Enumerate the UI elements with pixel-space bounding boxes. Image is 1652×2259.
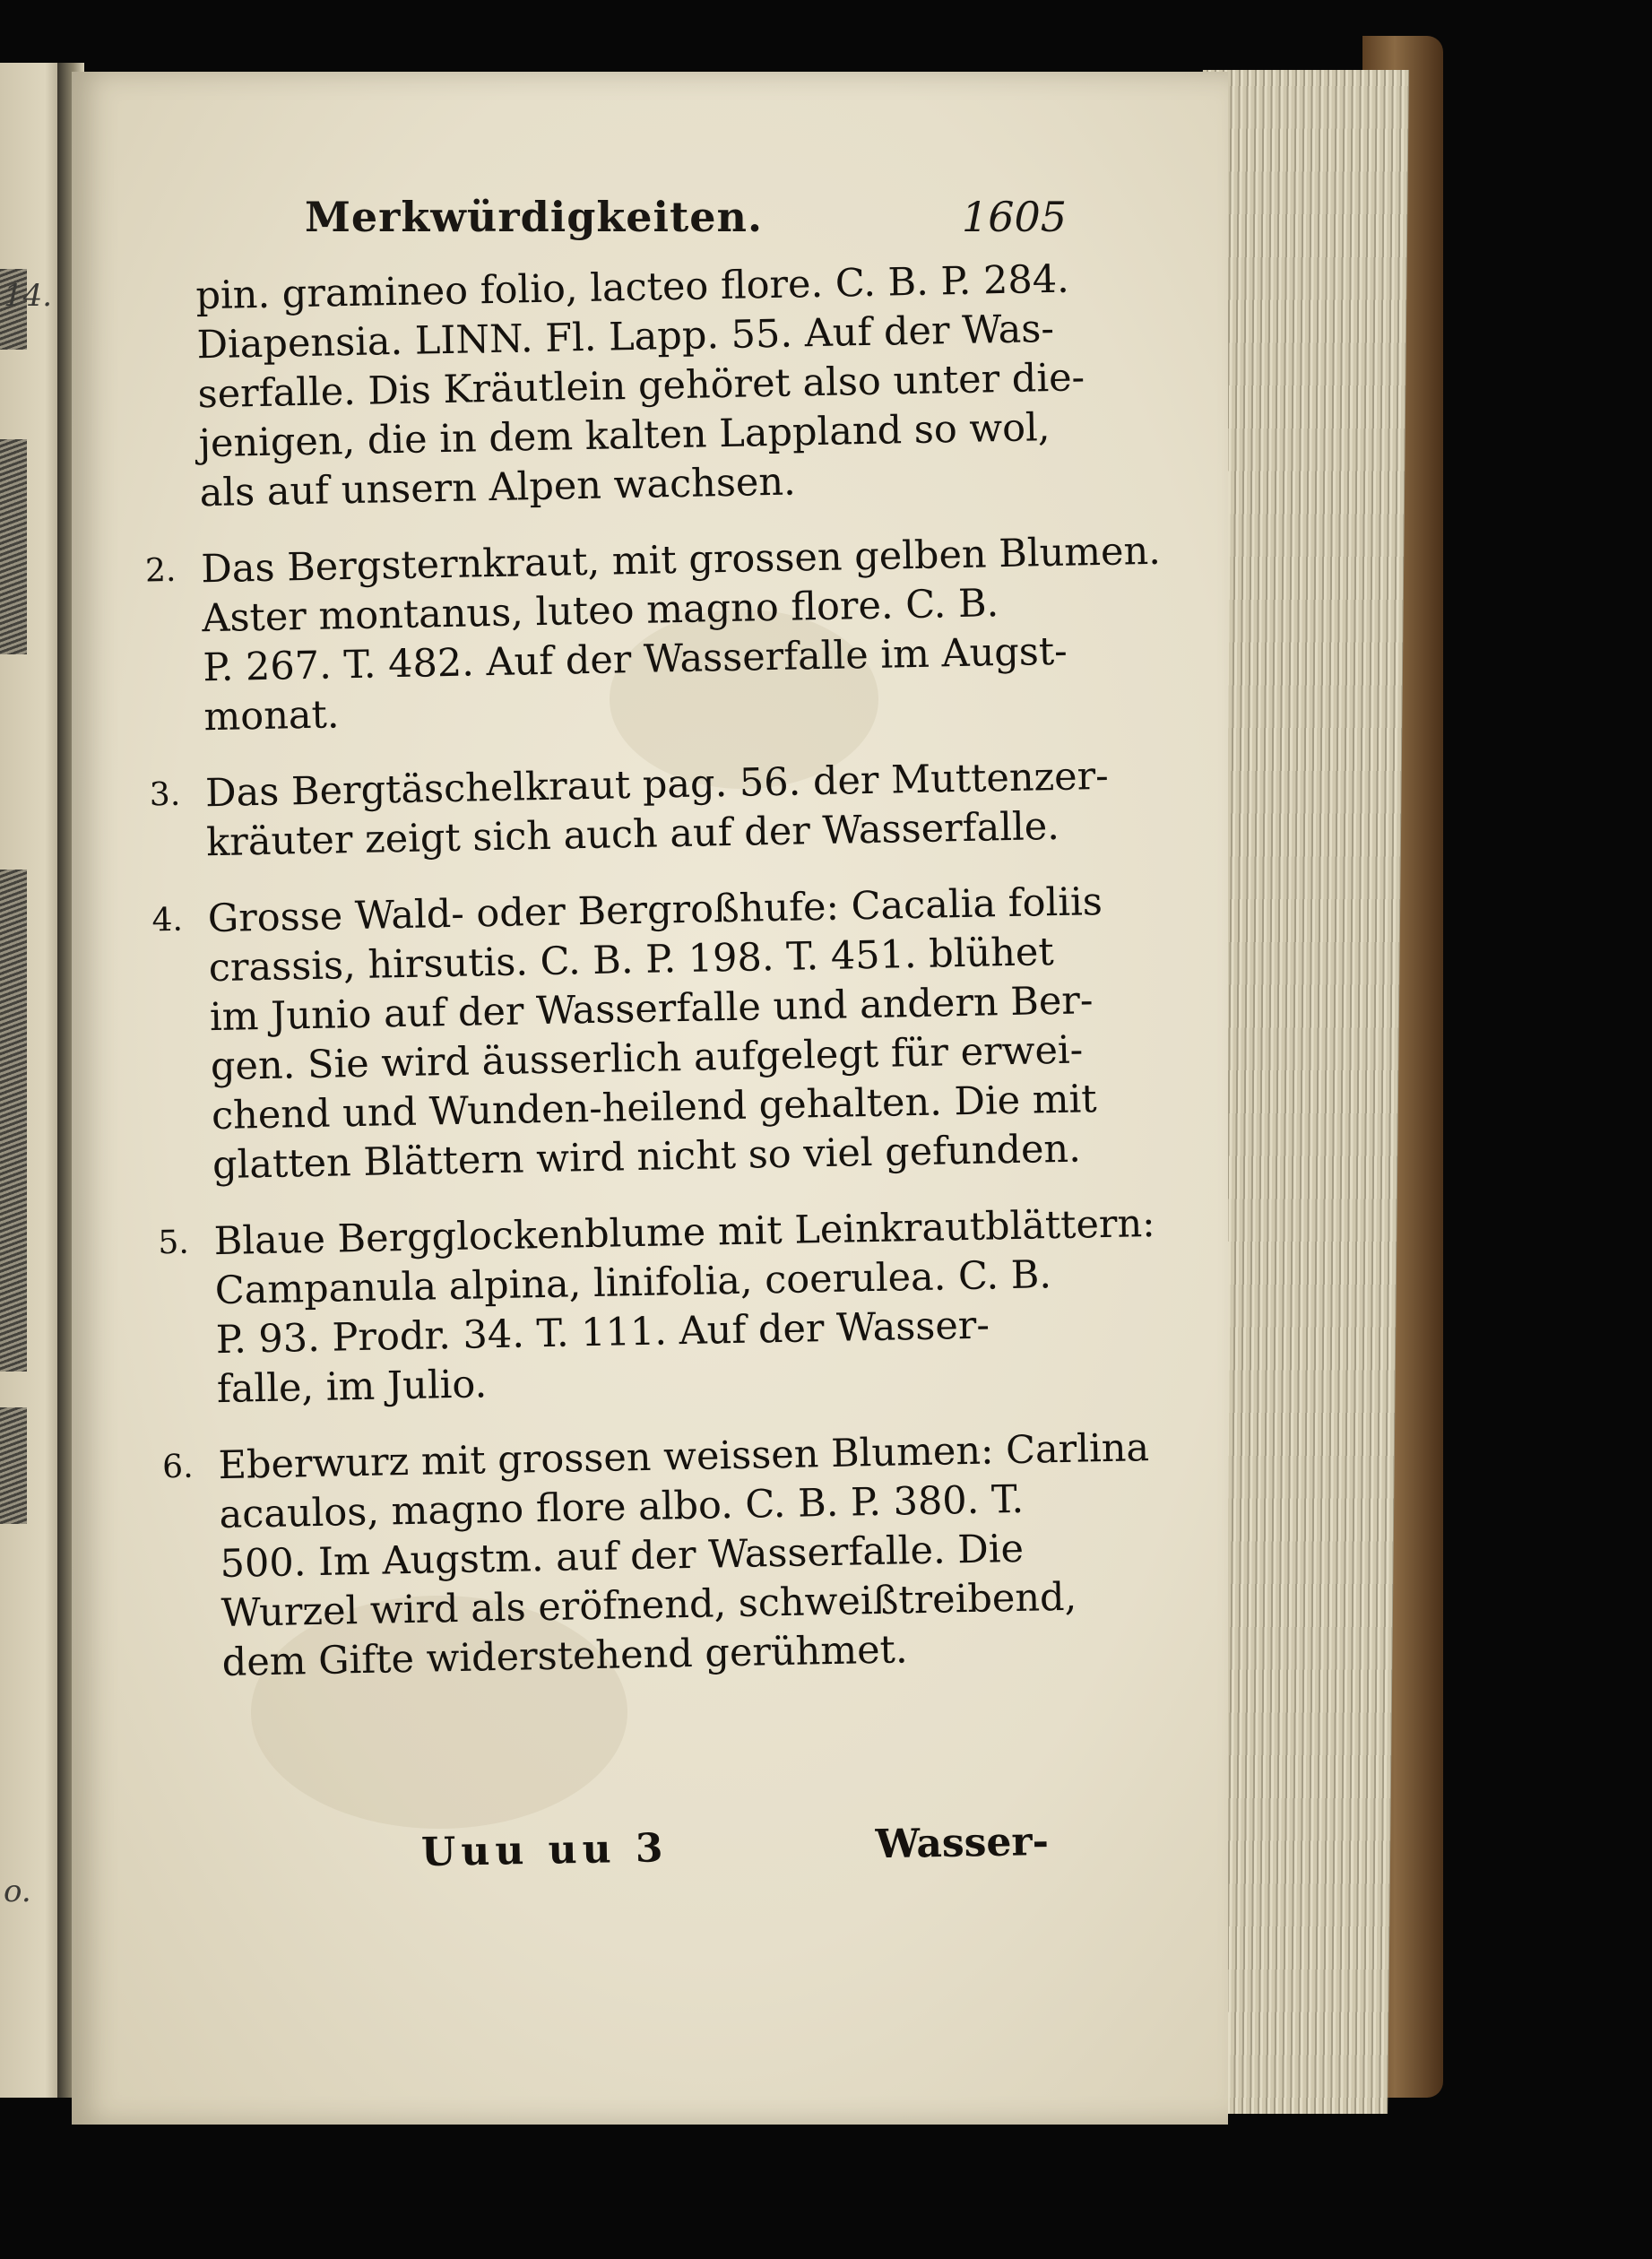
text-line: acaulos, magno flore albo. C. B. P. 380. T. bbox=[219, 1476, 1025, 1538]
text-line: P. 93. Prodr. 34. T. 111. Auf der Wasser- bbox=[215, 1303, 990, 1363]
page-body bbox=[117, 255, 1162, 1716]
entry-number: 5. bbox=[158, 1224, 190, 1262]
text-line: monat. bbox=[203, 692, 340, 740]
text-line: Diapensia. LINN. Fl. Lapp. 55. Auf der Was- bbox=[196, 306, 1055, 368]
numbered-entry bbox=[128, 878, 1103, 1192]
text-line: gen. Sie wird äusserlich aufgelegt für erwei- bbox=[210, 1027, 1084, 1090]
catchword: Wasser- bbox=[875, 1818, 1050, 1868]
entry-number: 4. bbox=[151, 901, 184, 939]
text-line: Blaue Bergglockenblume mit Leinkrautblättern: bbox=[213, 1200, 1156, 1265]
text-line: falle, im Julio. bbox=[216, 1362, 488, 1413]
page-number: 1605 bbox=[961, 193, 1067, 241]
entry-number: 2. bbox=[144, 551, 177, 590]
text-line: 500. Im Augstm. auf der Wasserfalle. Die bbox=[220, 1526, 1025, 1588]
text-line: Das Bergsternkraut, mit grossen gelben Blumen. bbox=[200, 528, 1162, 593]
text-line: Campanula alpina, linifolia, coerulea. C. B. bbox=[214, 1252, 1052, 1314]
left-page-mark: 14. bbox=[4, 278, 53, 314]
numbered-entry bbox=[139, 1425, 1150, 1690]
left-page bbox=[0, 63, 65, 2098]
text-line: kräuter zeigt sich auch auf der Wasserfalle. bbox=[205, 803, 1060, 866]
text-line: glatten Blättern wird nicht so viel gefunden. bbox=[212, 1126, 1082, 1189]
text-line: crassis, hirsutis. C. B. P. 198. T. 451. blühet bbox=[208, 930, 1055, 991]
text-line: P. 267. T. 482. Auf der Wasserfalle im Augst- bbox=[202, 628, 1068, 691]
text-line: Das Bergtäschelkraut pag. 56. der Muttenzer- bbox=[204, 753, 1110, 817]
page-header bbox=[305, 193, 1067, 255]
numbered-entry bbox=[126, 753, 1110, 870]
engraving-fragment bbox=[0, 1407, 27, 1524]
entry-number: 6. bbox=[161, 1448, 194, 1486]
text-line: Eberwurz mit grossen weissen Blumen: Carlina bbox=[218, 1425, 1150, 1489]
text-line: Aster montanus, luteo magno flore. C. B. bbox=[201, 581, 999, 642]
numbered-entry bbox=[134, 1200, 1156, 1416]
signature-mark: Uuu uu 3 bbox=[420, 1825, 669, 1876]
text-line: als auf unsern Alpen wachsen. bbox=[199, 459, 797, 516]
text-line: Wurzel wird als eröfnend, schweißtreibend, bbox=[221, 1574, 1077, 1637]
text-line: chend und Wunden-heilend gehalten. Die mit bbox=[211, 1077, 1098, 1139]
entry-number: 3. bbox=[149, 775, 181, 814]
text-line: im Junio auf der Wasserfalle und andern Ber- bbox=[209, 978, 1094, 1041]
text-line: serfalle. Dis Kräutlein gehöret also unter die- bbox=[197, 355, 1085, 418]
text-line: dem Gifte widerstehend gerühmet. bbox=[221, 1627, 908, 1686]
engraving-fragment bbox=[0, 870, 27, 1372]
engraving-fragment bbox=[0, 439, 27, 654]
left-page-mark: o. bbox=[4, 1874, 31, 1909]
paragraph-continuation bbox=[117, 255, 1085, 520]
page-footer bbox=[421, 1819, 1050, 1883]
running-head: Merkwürdigkeiten. bbox=[305, 193, 763, 241]
text-line: Grosse Wald- oder Bergroßhufe: Cacalia foliis bbox=[207, 879, 1103, 942]
numbered-entry bbox=[122, 528, 1162, 744]
text-line: pin. gramineo folio, lacteo flore. C. B. P. 284. bbox=[195, 256, 1070, 319]
text-line: jenigen, die in dem kalten Lappland so wol, bbox=[198, 405, 1051, 467]
